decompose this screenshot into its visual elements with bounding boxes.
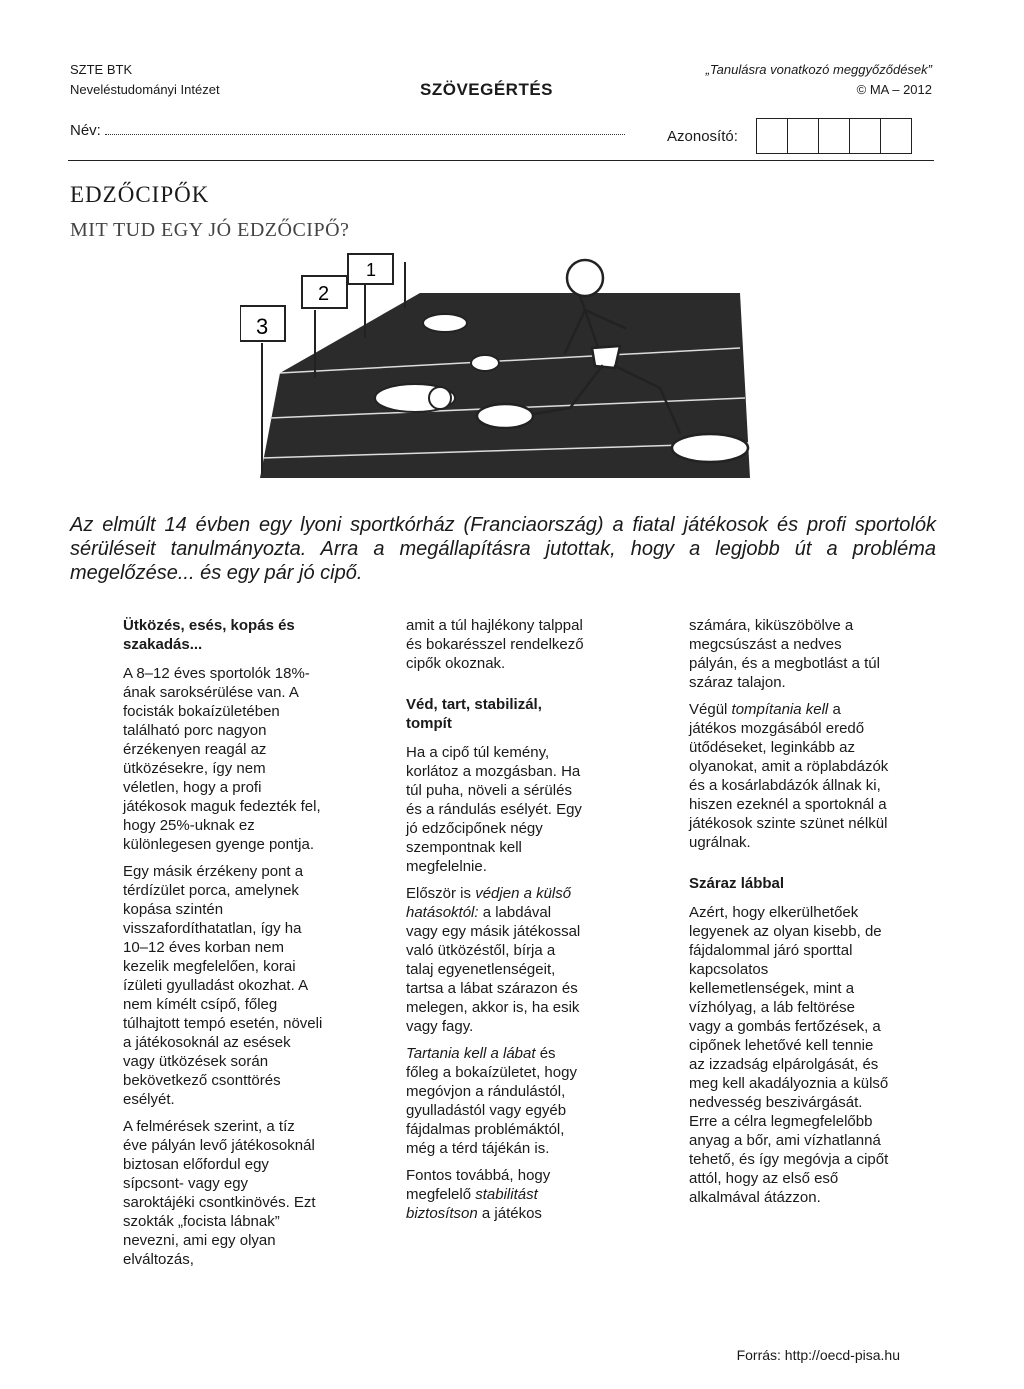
series-title: „Tanulásra vonatkozó meggyőződések” — [705, 62, 932, 77]
heading-dry-feet: Száraz lábbal — [689, 875, 785, 892]
id-box[interactable] — [850, 119, 881, 153]
column-2 — [406, 616, 586, 1231]
block-3-number: 3 — [256, 314, 269, 339]
name-field[interactable] — [105, 122, 625, 135]
heading-collision: Ütközés, esés, kopás és szakadás... — [123, 617, 295, 653]
col2-paragraph-5: Fontos továbbá, hogy megfelelő stabilitást biztosítson a játékos — [406, 1167, 551, 1222]
col1-paragraph-1: A 8–12 éves sportolók 18%-ának saroksérülése van. A focisták bokaízületében található porc nagyon érzékenyen reagál az ütközésekre, így nem véletlen, hogy a profi játékosok maguk fedezték fel, hogy 25%-uknak ez különlegesen gyenge pontja. — [123, 665, 321, 853]
column-1 — [123, 616, 323, 1277]
source-citation: Forrás: http://oecd-pisa.hu — [736, 1347, 900, 1363]
name-label: Név: — [70, 122, 101, 139]
block-1-number: 1 — [366, 260, 377, 280]
col2-paragraph-2: Ha a cipő túl kemény, korlátoz a mozgásban. Ha túl puha, növeli a sérülés és a rándulás esélyét. Egy jó edzőcipőnek négy szempontnak kell megfelelnie. — [406, 744, 582, 875]
block-2 — [302, 276, 347, 308]
id-box[interactable] — [757, 119, 788, 153]
article-subtitle: MIT TUD EGY JÓ EDZŐCIPŐ? — [70, 219, 350, 241]
header-divider — [68, 160, 934, 161]
header-institution — [70, 60, 220, 100]
sprint-illustration — [240, 248, 770, 500]
id-label: Azonosító: — [667, 127, 738, 145]
article-title: EDZŐCIPŐK — [70, 182, 210, 207]
col3-paragraph-3: Azért, hogy elkerülhetőek legyenek az olyan kisebb, de fájdalommal járó sporttal kapcsolatos kellemetlenségek, mint a vízhólyag, a láb feltörése vagy a gombás fertőzések, a cipőnek lehetővé kell tennie az izzadság elpárolgását, és meg kell akadályoznia a külső nedvesség beszivárgását. Erre a célra legmegfelelőbb anyag a bőr, ami vízhatlanná tehető, és így megóvja a cipőt attól, hogy az első eső alkalmával átázzon. — [689, 904, 889, 1206]
col1-paragraph-3: A felmérések szerint, a tíz éve pályán levő játékosoknál biztosan előfordul egy sípcsont- vagy egy saroktájéki csontkinövés. Ezt szokták „focista lábnak” nevezni, ami egy olyan elváltozás, — [123, 1118, 316, 1268]
col3-paragraph-2: Végül tompítania kell a játékos mozgásából eredő ütődéseket, leginkább az olyanokat, amit a röplabdázók és a kosárlabdázók állnak ki, hiszen ezeknél a sportoknál a játékosok szinte szünet nélkül ugrálnak. — [689, 701, 889, 851]
col1-paragraph-2: Egy másik érzékeny pont a térdízület porca, amelynek kopása szintén visszafordíthatatlan, így ha 10–12 éves korban nem kezelik megfelelően, korai ízületi gyulladást okozhat. A nem kímélt csípő, főleg túlhajtott tempó esetén, növeli a játékosoknál az esések vagy ütközések során bekövetkező csonttörés esélyét. — [123, 863, 323, 1108]
department-name: Neveléstudományi Intézet — [70, 82, 220, 97]
column-3 — [689, 616, 889, 1215]
header-series — [706, 60, 932, 100]
institution-name: SZTE BTK — [70, 62, 133, 77]
section-title: SZÖVEGÉRTÉS — [420, 80, 554, 99]
id-boxes — [756, 118, 912, 154]
col2-paragraph-3: Először is védjen a külső hatásoktól: a labdával vagy egy másik játékossal való ütközéstől, bírja a talaj egyenetlenségeit, tartsa a lábat szárazon és melegen, akkor is, ha esik vagy fagy. — [406, 885, 581, 1035]
copyright-note: © MA – 2012 — [856, 82, 932, 97]
id-field-row — [667, 118, 912, 154]
id-box[interactable] — [881, 119, 911, 153]
col2-paragraph-1: amit a túl hajlékony talppal és bokarésszel rendelkező cipők okoznak. — [406, 617, 584, 672]
id-box[interactable] — [788, 119, 819, 153]
id-box[interactable] — [819, 119, 850, 153]
name-field-row — [70, 122, 625, 139]
block-2-number: 2 — [318, 283, 330, 305]
block-3 — [240, 306, 285, 341]
block-1 — [348, 254, 393, 284]
heading-protect: Véd, tart, stabilizál, tompít — [406, 696, 542, 732]
col2-paragraph-4: Tartania kell a lábat és főleg a bokaízületet, hogy megóvjon a rándulástól, gyulladástól vagy egyéb fájdalmas problémáktól, még a térd tájékán is. — [406, 1045, 577, 1157]
col3-paragraph-1: számára, kiküszöbölve a megcsúszást a nedves pályán, és a megbotlást a túl száraz talajon. — [689, 617, 880, 691]
intro-paragraph: Az elmúlt 14 évben egy lyoni sportkórház (Franciaország) a fiatal játékosok és profi sportolók sérüléseit tanulmányozta. Arra a megállapításra jutottak, hogy a legjobb út a probléma megelőzése... és egy pár jó cipő. — [70, 514, 936, 584]
